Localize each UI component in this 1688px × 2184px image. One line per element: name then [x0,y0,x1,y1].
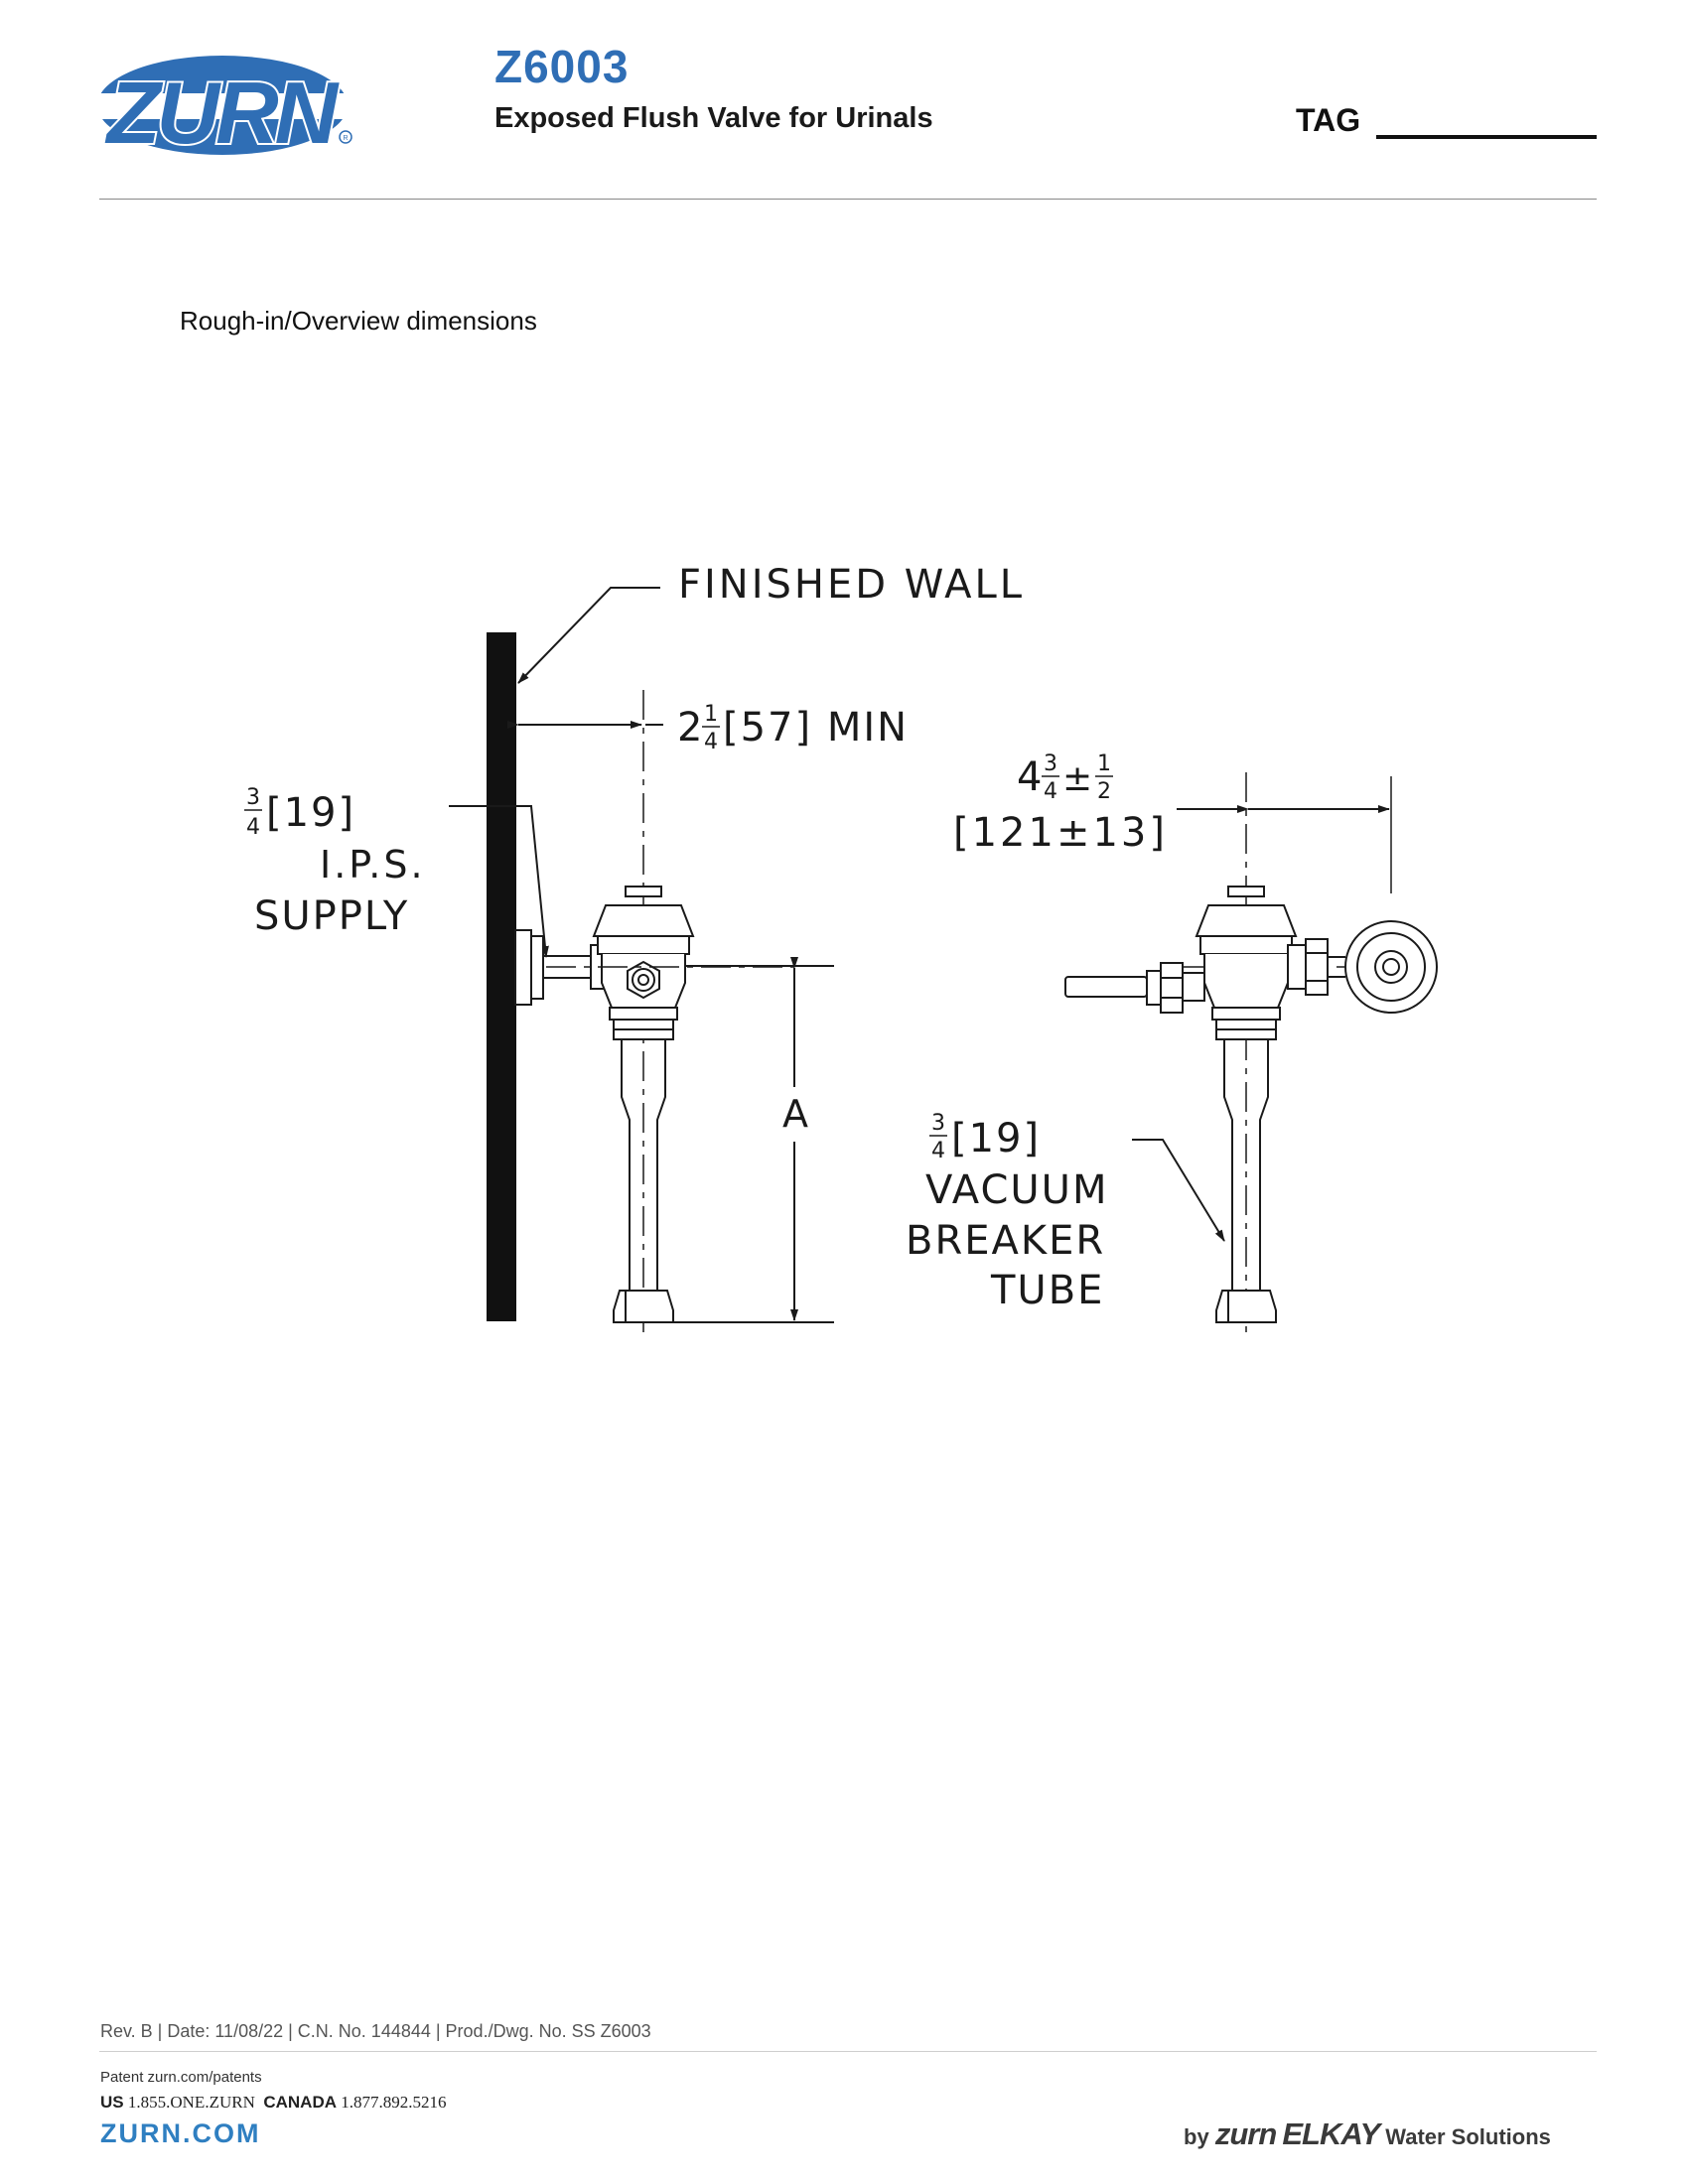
off-den: 4 [1044,779,1057,804]
finished-wall-label: FINISHED WALL [678,562,1026,608]
tag-input-line[interactable] [1376,135,1597,139]
off-den2: 2 [1097,779,1111,804]
vb-rest: [19] [951,1116,1042,1161]
water-solutions-label: Water Solutions [1385,2124,1551,2149]
ips-rest: [19] [266,790,356,836]
us-label: US [100,2093,124,2112]
off-num: 3 [1044,751,1057,776]
vb-num: 3 [931,1111,945,1136]
off-pm: ± [1062,758,1093,799]
by-label: by [1184,2124,1209,2149]
min-whole: 2 [677,705,703,751]
ips-num: 3 [246,785,260,810]
product-title: Exposed Flush Valve for Urinals [494,102,933,134]
footer-divider [99,2051,1597,2052]
us-phone[interactable]: 1.855.ONE.ZURN [127,2093,255,2112]
finished-wall [487,632,516,1321]
website-link[interactable]: ZURN.COM [100,2118,261,2148]
canada-label: CANADA [263,2093,338,2112]
off-whole: 4 [1017,754,1043,800]
right-valve [1065,887,1437,1322]
header-divider [99,199,1597,200]
dim-a-label: A [782,1092,808,1136]
min-den: 4 [704,730,718,754]
vb-line1: VACUUM [925,1167,1109,1213]
vb-line3: TUBE [991,1268,1105,1313]
zurn-wordmark: zurn [1214,2116,1277,2151]
vb-line2: BREAKER [906,1218,1106,1264]
off-metric: [121±13] [953,810,1168,856]
phone-numbers [100,2093,447,2113]
min-rest: [57] MIN [723,705,910,751]
elkay-wordmark: ELKAY [1282,2116,1380,2151]
left-valve [515,887,693,1322]
zurn-logo [95,50,355,161]
brand-footer [1184,2116,1551,2152]
ips-line2: SUPPLY [254,893,410,939]
svg-text:R: R [343,135,349,142]
model-number: Z6003 [494,41,630,92]
rough-in-drawing [218,556,1509,1350]
vb-den: 4 [931,1139,945,1163]
off-num2: 1 [1097,751,1111,776]
section-label: Rough-in/Overview dimensions [180,306,537,336]
min-num: 1 [704,702,718,727]
tag-label: TAG [1296,102,1361,138]
ips-line1: I.P.S. [320,843,426,887]
canada-phone[interactable]: 1.877.892.5216 [341,2093,447,2112]
ips-den: 4 [246,815,260,840]
patent-link[interactable]: Patent zurn.com/patents [100,2069,262,2086]
logo-wordmark: ZURN [106,64,335,161]
revision-line: Rev. B | Date: 11/08/22 | C.N. No. 144844 | Prod./Dwg. No. SS Z6003 [100,2021,651,2041]
